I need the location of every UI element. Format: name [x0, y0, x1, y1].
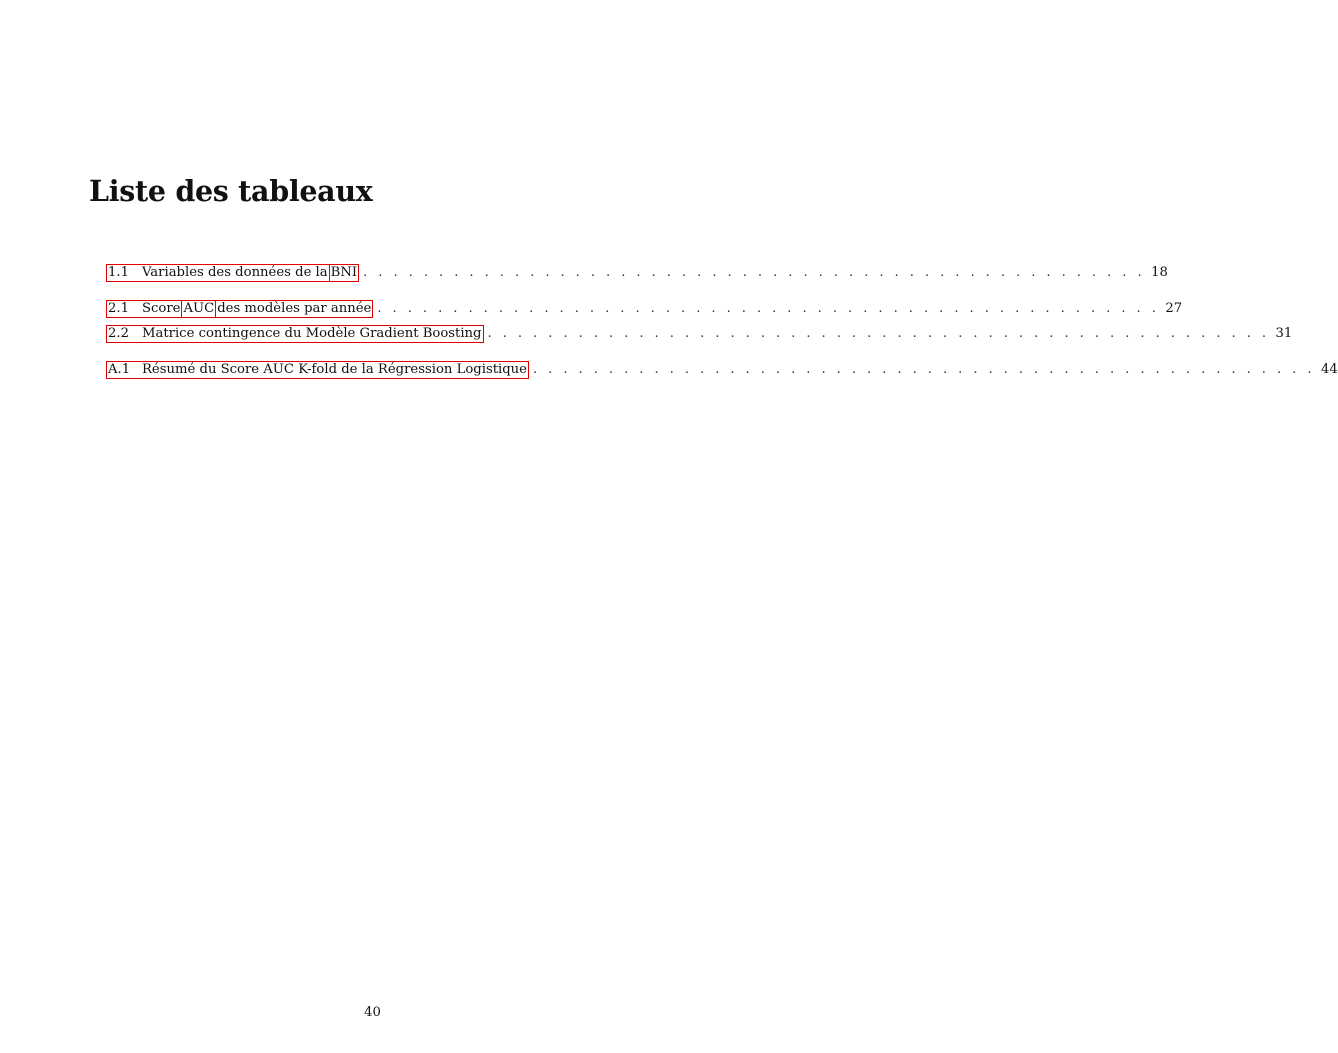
table-title: Résumé du Score AUC K-fold de la Régression Logistique: [142, 362, 527, 377]
table-number: A.1: [108, 362, 131, 377]
toc-entry-2-2: [108, 325, 1293, 343]
toc-entry-2-1: [108, 300, 1183, 318]
toc-entry-link[interactable]: [106, 325, 484, 343]
dot-leader: . . . . . . . . . . . . . . . . . . . . . . . . . . . . . . . . . . . . . . . . . . . . . . . . . . . .: [363, 265, 1146, 280]
dot-leader: . . . . . . . . . . . . . . . . . . . . . . . . . . . . . . . . . . . . . . . . . . . . . . . . . . . .: [377, 301, 1160, 316]
toc-entry-link[interactable]: [106, 300, 182, 318]
table-title: Matrice contingence du Modèle Gradient Boosting: [142, 326, 482, 341]
page-number[interactable]: 31: [1275, 326, 1293, 341]
table-number: 2.2: [108, 326, 129, 341]
page-number[interactable]: 18: [1151, 265, 1168, 280]
table-number: 1.1: [108, 265, 129, 280]
page-title: Liste des tableaux: [89, 174, 373, 208]
toc-entry-link-continued[interactable]: des modèles par année: [217, 301, 372, 316]
toc-entry-1-1: [108, 264, 1168, 282]
toc-entry-link[interactable]: [106, 361, 529, 379]
toc-entry-a-1: [108, 361, 1338, 379]
dot-leader: . . . . . . . . . . . . . . . . . . . . . . . . . . . . . . . . . . . . . . . . . . . . . . . . . . . .: [532, 362, 1315, 377]
footer-page-number: 40: [364, 1005, 381, 1020]
acronym-link-bni[interactable]: BNI: [330, 265, 358, 280]
page-number[interactable]: 27: [1165, 301, 1183, 316]
toc-entry-link[interactable]: [106, 264, 330, 282]
acronym-link-auc[interactable]: AUC: [183, 301, 215, 316]
table-number: 2.1: [108, 301, 129, 316]
table-title: Score: [142, 301, 181, 316]
table-title: Variables des données de la: [142, 265, 328, 280]
page-number[interactable]: 44: [1320, 362, 1338, 377]
dot-leader: . . . . . . . . . . . . . . . . . . . . . . . . . . . . . . . . . . . . . . . . . . . . . . . . . . . .: [487, 326, 1270, 341]
